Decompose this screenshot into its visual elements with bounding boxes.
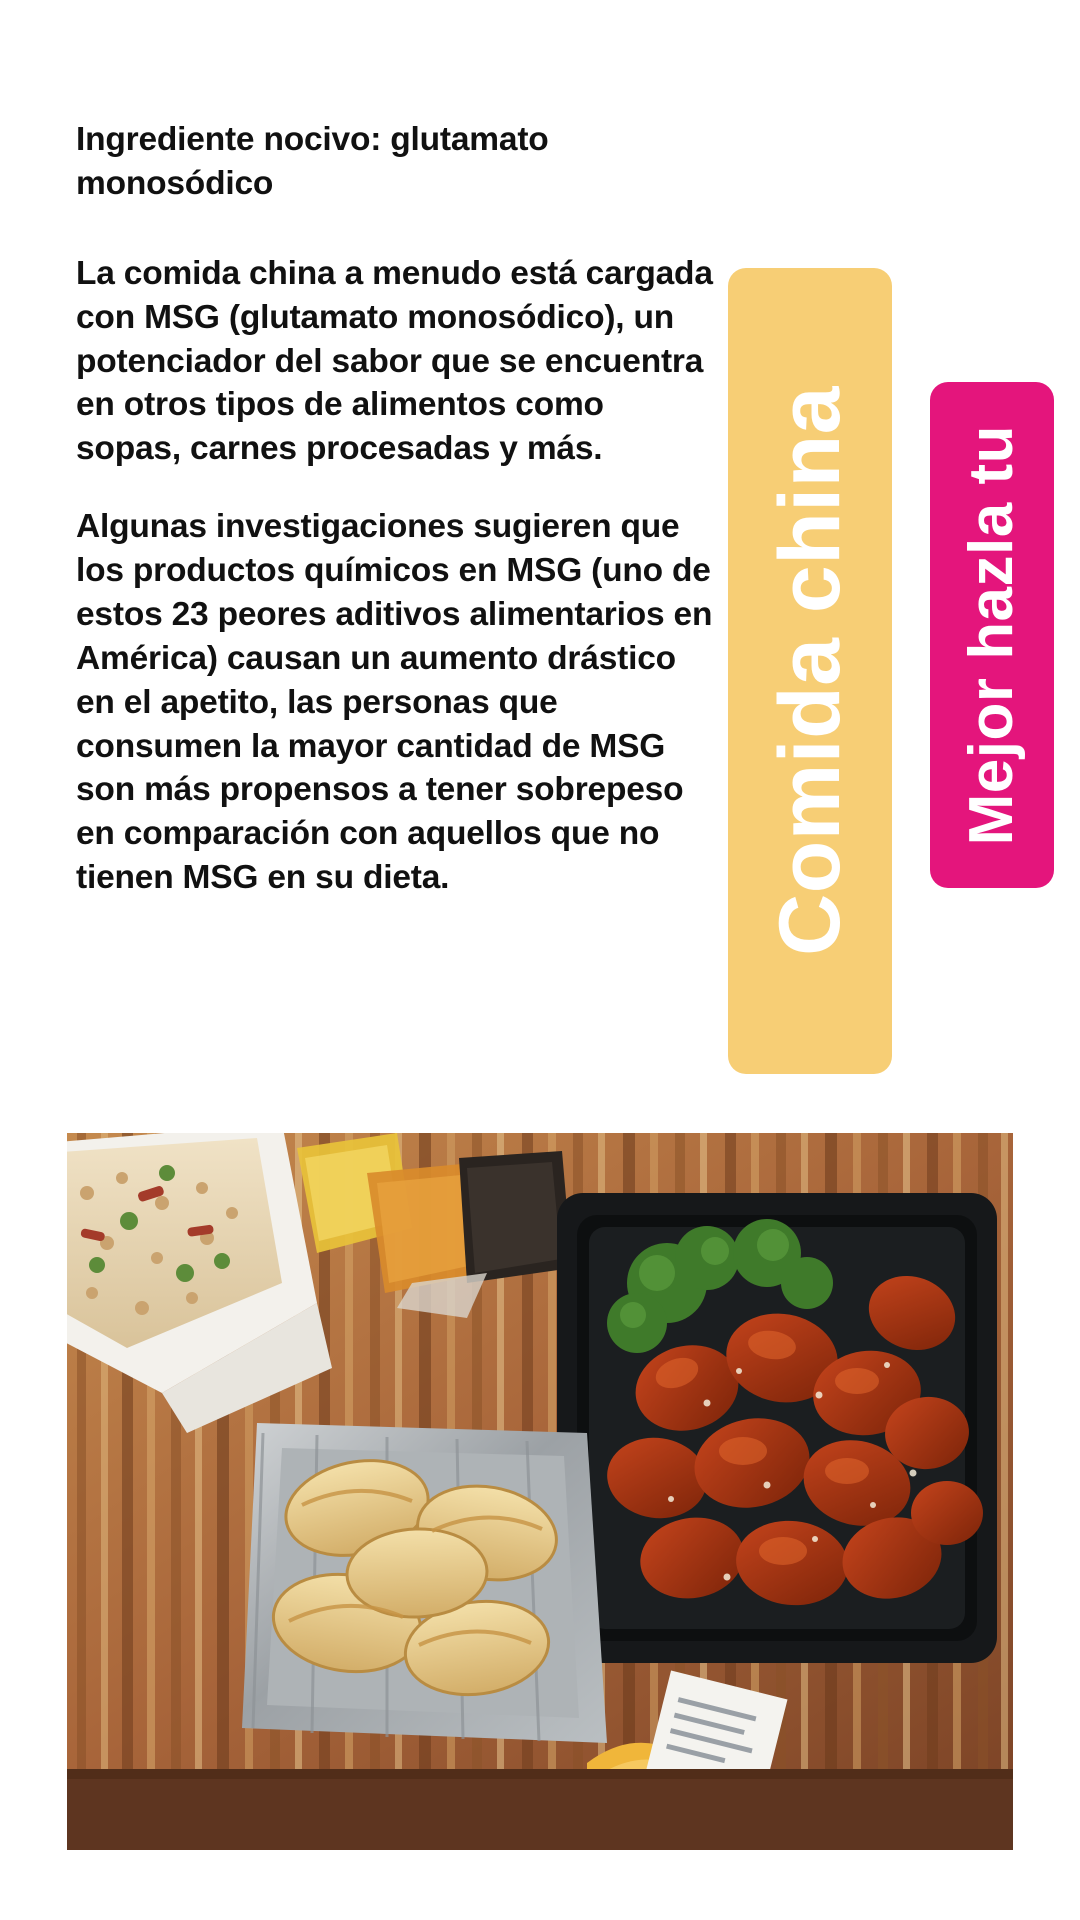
label-tag-comida-china	[728, 268, 892, 1074]
article-text-column	[76, 118, 722, 900]
chinese-takeout-photo	[67, 1133, 1013, 1850]
page-title: Ingrediente nocivo: glutamato monosódico	[76, 121, 558, 202]
label-tag-mejor-hazla-tu	[930, 382, 1054, 888]
label-tag-mejor-hazla-tu-text: Mejor hazla tu	[957, 424, 1026, 846]
label-tag-comida-china-text: Comida china	[762, 386, 858, 956]
body-paragraph-2: Algunas investigaciones sugieren que los productos químicos en MSG (uno de estos 23 peores aditivos alimentarios en América) causan un aumento drástico en el apetito, las personas que consumen la mayor cantidad de MSG son más propensos a tener sobrepeso en comparación con aquellos que no tienen MSG en su dieta.	[76, 508, 721, 897]
body-paragraph-1: La comida china a menudo está cargada con MSG (glutamato monosódico), un potenciador del sabor que se encuentra en otros tipos de alimentos como sopas, carnes procesadas y más.	[76, 254, 722, 468]
